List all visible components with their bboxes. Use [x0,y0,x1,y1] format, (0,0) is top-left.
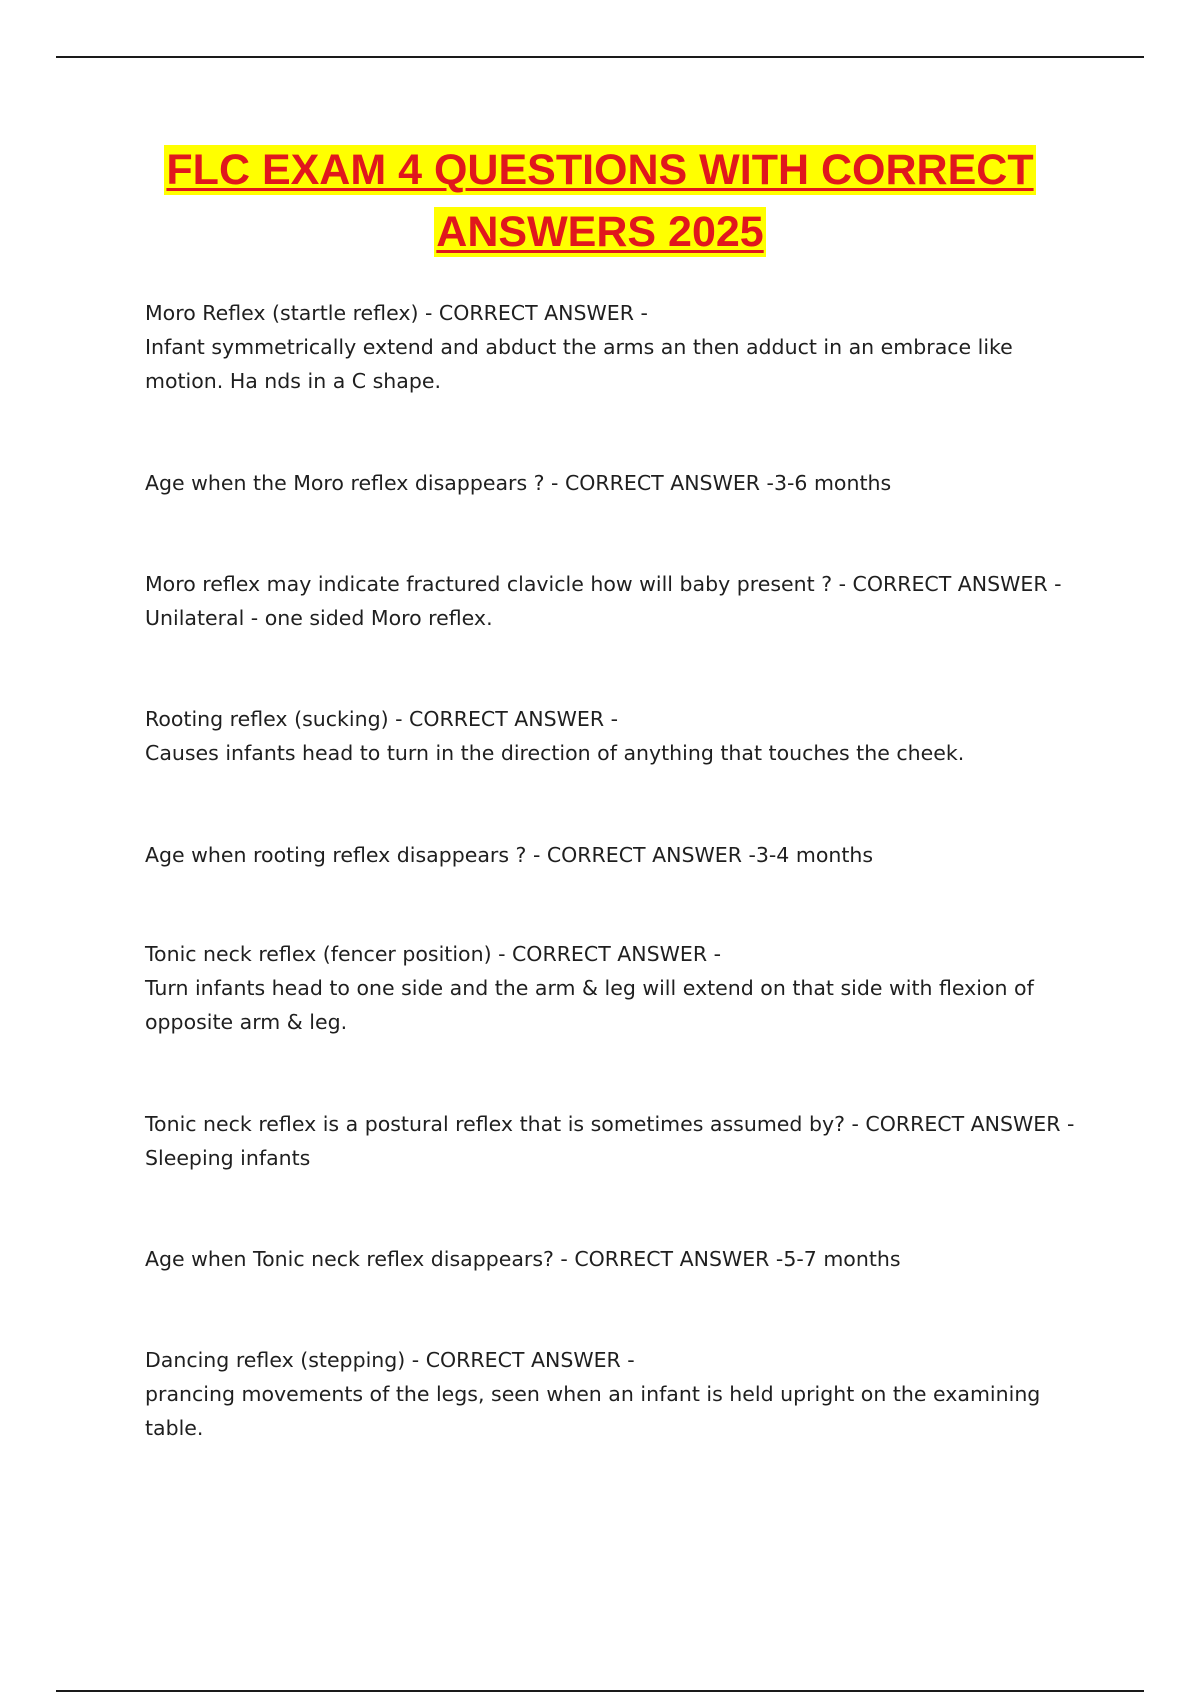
qa-item [145,937,1090,1039]
answer-text: 3-6 months [773,471,892,495]
qa-item [145,838,1090,872]
top-rule [56,56,1144,58]
question-text: Age when Tonic neck reflex disappears? - CORRECT ANSWER - [145,1247,784,1271]
qa-item [145,296,1090,398]
title-line-1: FLC EXAM 4 QUESTIONS WITH CORRECT [166,146,1034,194]
answer-text: Causes infants head to turn in the direction of anything that touches the cheek. [145,741,965,765]
document-title [56,145,1144,269]
qa-item [145,1107,1090,1175]
question-text: Dancing reflex (stepping) - CORRECT ANSWER - [145,1348,635,1372]
qa-item [145,567,1090,635]
question-text: Tonic neck reflex is a postural reflex that is sometimes assumed by? - CORRECT ANSWER - [145,1112,1075,1136]
question-text: Age when the Moro reflex disappears ? - CORRECT ANSWER - [145,471,774,495]
question-text: Rooting reflex (sucking) - CORRECT ANSWER - [145,707,619,731]
answer-text: 3-4 months [755,843,874,867]
title-line-2: ANSWERS 2025 [436,208,764,256]
answer-text: prancing movements of the legs, seen when an infant is held upright on the examining table. [145,1382,1041,1440]
qa-item [145,1242,1090,1276]
qa-item [145,1343,1090,1445]
qa-item [145,702,1090,770]
question-text: Age when rooting reflex disappears ? - CORRECT ANSWER - [145,843,756,867]
question-text: Tonic neck reflex (fencer position) - CORRECT ANSWER - [145,942,721,966]
answer-text: Turn infants head to one side and the arm & leg will extend on that side with flexion of opposite arm & leg. [145,976,1034,1034]
answer-text: Unilateral - one sided Moro reflex. [145,606,493,630]
answer-text: 5-7 months [783,1247,901,1271]
qa-item [145,466,1090,500]
answer-text: Sleeping infants [145,1146,311,1170]
question-text: Moro reflex may indicate fractured clavicle how will baby present ? - CORRECT ANSWER - [145,572,1062,596]
question-text: Moro Reflex (startle reflex) - CORRECT ANSWER - [145,301,648,325]
answer-text: Infant symmetrically extend and abduct the arms an then adduct in an embrace like motion. Ha nds in a C shape. [145,335,1013,393]
bottom-rule [56,1690,1144,1692]
